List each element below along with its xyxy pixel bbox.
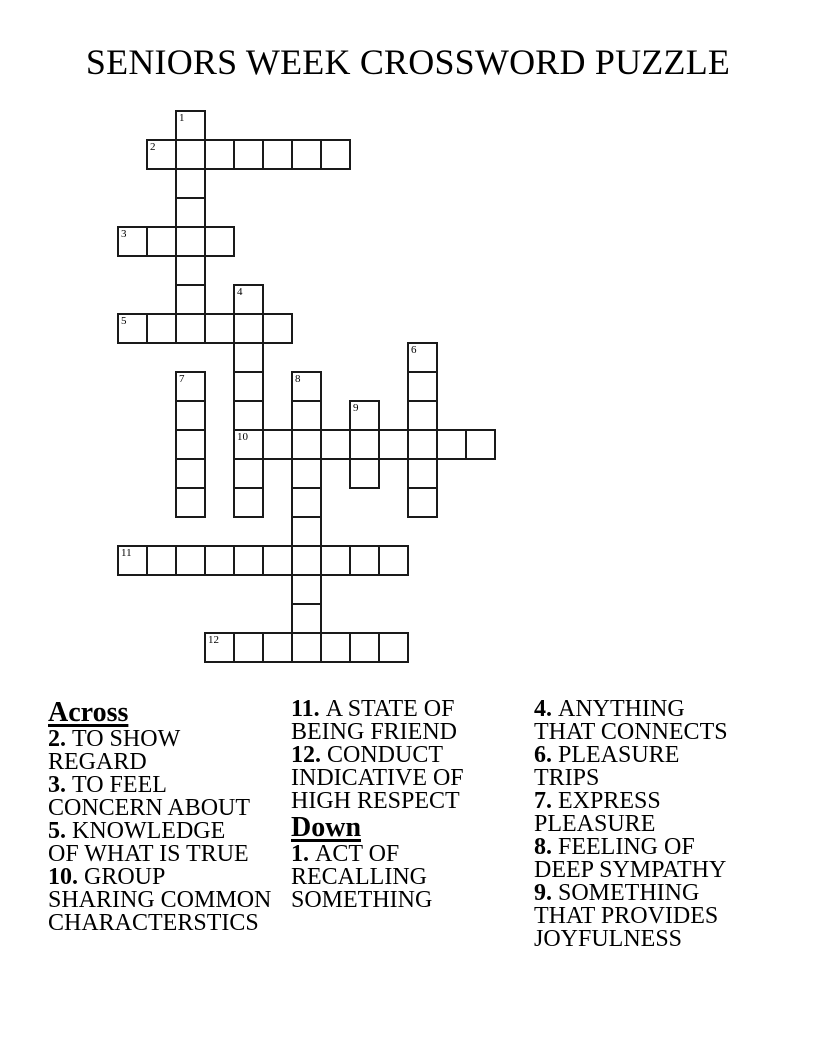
grid-cell-r9c10[interactable] [407,371,438,402]
grid-cell-r4c0[interactable] [117,226,148,257]
grid-cell-r1c5[interactable] [262,139,293,170]
clue-number: 1. [291,841,309,867]
grid-cell-r4c2[interactable] [175,226,206,257]
grid-cell-r7c0[interactable] [117,313,148,344]
grid-cell-r11c11[interactable] [436,429,467,460]
clue-1: 1. ACT OF RECALLING SOMETHING [291,841,433,913]
grid-cell-r7c4[interactable] [233,313,264,344]
grid-cell-r5c2[interactable] [175,255,206,286]
cell-number: 6 [411,344,417,356]
cell-number: 10 [237,431,248,443]
grid-cell-r10c6[interactable] [291,400,322,431]
grid-cell-r11c7[interactable] [320,429,351,460]
grid-cell-r1c1[interactable] [146,139,177,170]
clues-heading-down: Down [291,812,362,843]
clue-11: 11. A STATE OF BEING FRIEND [291,696,457,745]
cell-number: 12 [208,634,219,646]
grid-cell-r10c2[interactable] [175,400,206,431]
grid-cell-r10c10[interactable] [407,400,438,431]
grid-cell-r1c6[interactable] [291,139,322,170]
clue-number: 12. [291,742,321,768]
clue-9: 9. SOMETHING THAT PROVIDES JOYFULNESS [534,880,719,952]
grid-cell-r11c4[interactable] [233,429,264,460]
grid-cell-r1c3[interactable] [204,139,235,170]
clue-number: 3. [48,772,66,798]
grid-cell-r13c10[interactable] [407,487,438,518]
grid-cell-r11c10[interactable] [407,429,438,460]
grid-cell-r15c1[interactable] [146,545,177,576]
grid-cell-r11c2[interactable] [175,429,206,460]
grid-cell-r12c6[interactable] [291,458,322,489]
grid-cell-r12c4[interactable] [233,458,264,489]
clue-4: 4. ANYTHING THAT CONNECTS [534,696,728,745]
grid-cell-r6c2[interactable] [175,284,206,315]
grid-cell-r16c6[interactable] [291,574,322,605]
grid-cell-r2c2[interactable] [175,168,206,199]
grid-cell-r15c4[interactable] [233,545,264,576]
grid-cell-r14c6[interactable] [291,516,322,547]
clue-7: 7. EXPRESS PLEASURE [534,788,661,837]
clue-number: 8. [534,834,552,860]
crossword-grid [117,110,498,665]
grid-cell-r9c6[interactable] [291,371,322,402]
grid-cell-r0c2[interactable] [175,110,206,141]
clue-12: 12. CONDUCT INDICATIVE OF HIGH RESPECT [291,742,464,814]
grid-cell-r10c8[interactable] [349,400,380,431]
clue-column-1 [48,698,293,935]
clue-number: 2. [48,726,66,752]
grid-cell-r8c10[interactable] [407,342,438,373]
grid-cell-r7c1[interactable] [146,313,177,344]
grid-cell-r17c6[interactable] [291,603,322,634]
grid-cell-r7c2[interactable] [175,313,206,344]
clue-5: 5. KNOWLEDGE OF WHAT IS TRUE [48,818,249,867]
grid-cell-r7c3[interactable] [204,313,235,344]
clue-number: 11. [291,696,320,722]
grid-cell-r15c3[interactable] [204,545,235,576]
cell-number: 2 [150,141,156,153]
grid-cell-r6c4[interactable] [233,284,264,315]
grid-cell-r13c6[interactable] [291,487,322,518]
clue-6: 6. PLEASURE TRIPS [534,742,680,791]
grid-cell-r11c5[interactable] [262,429,293,460]
cell-number: 9 [353,402,359,414]
clue-column-2 [291,698,531,912]
grid-cell-r11c8[interactable] [349,429,380,460]
grid-cell-r4c3[interactable] [204,226,235,257]
grid-cell-r1c7[interactable] [320,139,351,170]
grid-cell-r18c6[interactable] [291,632,322,663]
grid-cell-r15c9[interactable] [378,545,409,576]
clue-number: 6. [534,742,552,768]
grid-cell-r13c2[interactable] [175,487,206,518]
grid-cell-r1c4[interactable] [233,139,264,170]
clue-number: 7. [534,788,552,814]
page-title: SENIORS WEEK CROSSWORD PUZZLE [85,42,731,82]
cell-number: 8 [295,373,301,385]
clue-2: 2. TO SHOW REGARD [48,726,181,775]
clue-8: 8. FEELING OF DEEP SYMPATHY [534,834,727,883]
grid-cell-r18c9[interactable] [378,632,409,663]
cell-number: 7 [179,373,185,385]
clue-number: 4. [534,696,552,722]
clue-10: 10. GROUP SHARING COMMON CHARACTERSTICS [48,864,272,936]
grid-cell-r18c4[interactable] [233,632,264,663]
clue-column-3 [534,698,754,951]
grid-cell-r13c4[interactable] [233,487,264,518]
grid-cell-r3c2[interactable] [175,197,206,228]
clue-number: 10. [48,864,78,890]
grid-cell-r12c10[interactable] [407,458,438,489]
grid-cell-r18c8[interactable] [349,632,380,663]
cell-number: 1 [179,112,185,124]
grid-cell-r15c2[interactable] [175,545,206,576]
cell-number: 11 [121,547,132,559]
cell-number: 3 [121,228,127,240]
cell-number: 4 [237,286,243,298]
grid-cell-r18c5[interactable] [262,632,293,663]
grid-cell-r11c6[interactable] [291,429,322,460]
grid-cell-r15c5[interactable] [262,545,293,576]
grid-cell-r11c9[interactable] [378,429,409,460]
grid-cell-r18c3[interactable] [204,632,235,663]
grid-cell-r18c7[interactable] [320,632,351,663]
grid-cell-r15c8[interactable] [349,545,380,576]
cell-number: 5 [121,315,127,327]
grid-cell-r12c8[interactable] [349,458,380,489]
grid-cell-r1c2[interactable] [175,139,206,170]
grid-cell-r9c2[interactable] [175,371,206,402]
grid-cell-r12c2[interactable] [175,458,206,489]
grid-cell-r4c1[interactable] [146,226,177,257]
grid-cell-r15c7[interactable] [320,545,351,576]
grid-cell-r10c4[interactable] [233,400,264,431]
grid-cell-r15c6[interactable] [291,545,322,576]
grid-cell-r9c4[interactable] [233,371,264,402]
grid-cell-r7c5[interactable] [262,313,293,344]
grid-cell-r8c4[interactable] [233,342,264,373]
clues-heading-across: Across [48,697,129,728]
clue-number: 9. [534,880,552,906]
grid-cell-r15c0[interactable] [117,545,148,576]
clue-number: 5. [48,818,66,844]
grid-cell-r11c12[interactable] [465,429,496,460]
clue-3: 3. TO FEEL CONCERN ABOUT [48,772,251,821]
